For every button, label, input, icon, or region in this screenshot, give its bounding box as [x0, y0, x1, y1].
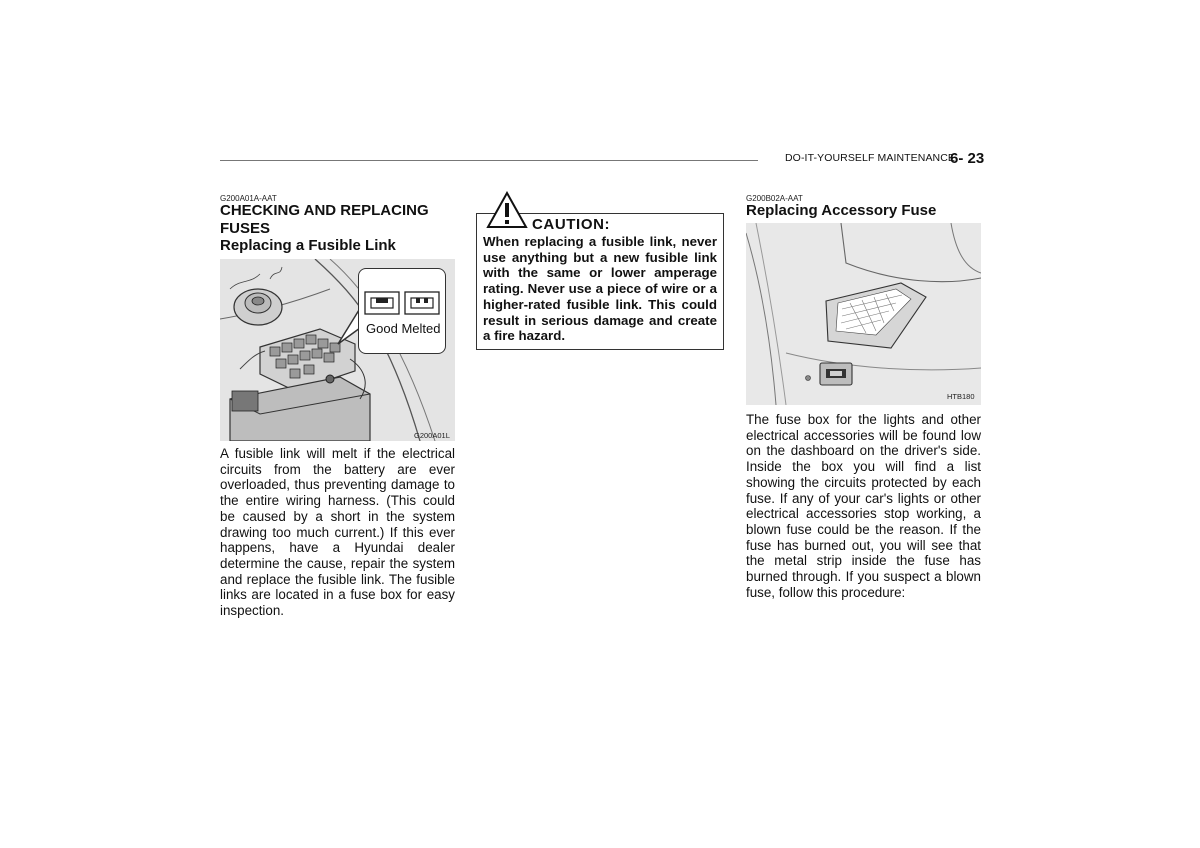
section-heading — [220, 202, 429, 237]
section-heading-line1: CHECKING AND REPLACING — [220, 202, 429, 219]
melted-link-icon — [405, 292, 439, 314]
fusible-link-paragraph: A fusible link will melt if the electrical circuits from the battery are ever overloaded, thus preventing damage to the entire wiring harness. (This could be caused by a short in the system drawing too much current.) If this ever happens, have a Hyundai dealer determine the cause, repair the system and replace the fusible link. The fusible links are located in a fuse box for easy inspection. — [220, 446, 455, 619]
section-code: G200B02A-AAT — [746, 194, 803, 203]
dashboard-fuse-box-illustration — [746, 223, 981, 405]
good-label: Good — [366, 321, 398, 336]
melted-label: Melted — [401, 321, 441, 336]
callout-labels — [366, 321, 440, 336]
accessory-fuse-paragraph: The fuse box for the lights and other electrical accessories will be found low on the dashboard on the driver's side. Inside the box you will find a list showing the circuits protected by each fuse. If any of your car's lights or other electrical accessories stop working, a blown fuse could be the reason. If the fuse has burned out, you will see that the metal strip inside the fuse has burned through. If you suspect a blown fuse, follow this procedure: — [746, 412, 981, 600]
section-title: DO-IT-YOURSELF MAINTENANCE — [785, 152, 956, 164]
header-rule — [220, 160, 758, 161]
caution-title: CAUTION: — [532, 216, 611, 233]
section-code: G200A01A-AAT — [220, 194, 277, 203]
fusible-link-callout — [358, 268, 446, 354]
dashboard-drawing — [746, 223, 981, 405]
figure-caption: HTB180 — [947, 392, 975, 401]
section-heading-line2: FUSES — [220, 219, 271, 237]
good-link-icon — [365, 292, 399, 314]
warning-triangle-icon — [486, 191, 528, 229]
subheading: Replacing a Fusible Link — [220, 237, 396, 254]
fusible-link-symbols — [364, 291, 440, 317]
page-number: 6- 23 — [950, 150, 985, 167]
section-heading: Replacing Accessory Fuse — [746, 202, 937, 219]
caution-text: When replacing a fusible link, never use anything but a new fusible link with the same or lower amperage rating. Never use a piece of wire or a higher-rated fusible link. This could result in serious damage and create a fire hazard. — [483, 234, 717, 344]
figure-caption: G200A01L — [414, 431, 450, 440]
